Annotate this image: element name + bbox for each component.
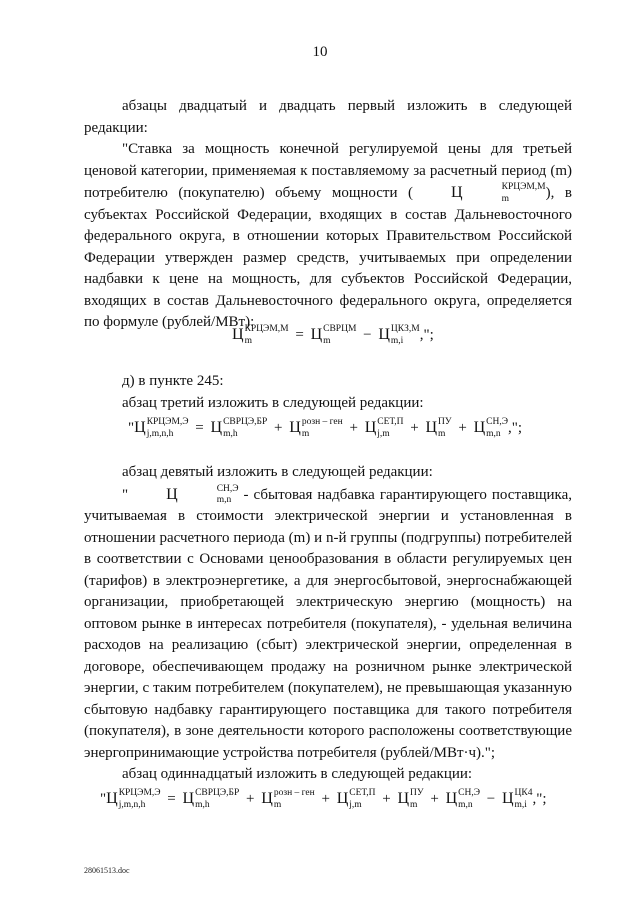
text-block-1 (84, 96, 572, 334)
text-block-2 (84, 371, 572, 414)
inline-symbol-sub: m (501, 193, 509, 204)
inline-symbol: Ц КРЦЭМ,М m (451, 182, 546, 204)
inline-symbol-sup: КРЦЭМ,М (501, 182, 546, 193)
sbyt-symbol: Ц СН,Э m,n (166, 483, 239, 506)
paragraph-definition-end: ), в субъектах Российской Федерации, входящих в состав Дальневосточного федерального округа, в отношении которых Правительством Российской Федерации утвержден размер средств, учитываемых при определении надбавки к цене на мощность, для субъектов Российской Федерации, входящих в состав Дальневосточного федерального округа, определяется по формуле (рублей/МВт): (84, 185, 572, 330)
text-block-3 (84, 462, 572, 786)
formula-1: Ц КРЦЭМ,М m = Ц СВРЦМ m − Ц ЦКЗ,М m,i ,"; (232, 324, 434, 346)
paragraph-abzac-3: абзац третий изложить в следующей редакции: (122, 394, 424, 411)
paragraph-abzac-11: абзац одиннадцатый изложить в следующей редакции: (122, 766, 473, 782)
formula-3: "Ц КРЦЭМ,Э j,m,n,h = Ц СВРЦЭ,БР m,h + Ц розн – ген m + Ц СЕТ,П j,m + Ц ПУ m + Ц СН,Э m,n − Ц ЦК4 m,i ,"; (100, 788, 547, 810)
paragraph-intro: абзацы двадцатый и двадцать первый изложить в следующей редакции: (84, 98, 572, 136)
paragraph-definition-start: "Ставка за мощность конечной регулируемой цены для третьей ценовой категории, применяемая к поставляемому за расчетный период (m) потребителю (покупателю) объему мощности ( (84, 141, 572, 201)
paragraph-point-245: д) в пункте 245: (122, 373, 224, 389)
paragraph-abzac-9: абзац девятый изложить в следующей редакции: (122, 464, 433, 480)
paragraph-definition (84, 139, 572, 334)
page-number: 10 (312, 44, 328, 60)
formula-2: "Ц КРЦЭМ,Э j,m,n,h = Ц СВРЦЭ,БР m,h + Ц розн – ген m + Ц СЕТ,П j,m + Ц ПУ m + Ц СН,Э m,n ,"; (128, 417, 523, 439)
footer-filename: 28061513.doc (84, 866, 130, 875)
paragraph-sbyt-definition: " Ц СН,Э m,n - сбытовая надбавка гарантирующего поставщика, учитываемая в стоимости электрической энергии и установленная в отношении расчетного периода (m) и n-й группы (подгруппы) потребителей в соответствии с Основами ценообразования в области регулируемых цен (тарифов) в электроэнергетике, а для энергосбытовой, энергоснабжающей организации, приобретающей электрическую энергию (мощность) на оптовом рынке в интересах потребителя (покупателя), - удельная величина расходов на реализацию (сбыт) электрической энергии, определенная в договоре, обеспечивающем продажу на розничном рынке электрической энергии, с таким потребителем (покупателем), не превышающая указанную сбытовую надбавку гарантирующего поставщика для такого потребителя (покупателя), в зоне деятельности которого расположены соответствующие энергопринимающие устройства потребителя (рублей/МВт·ч)."; (84, 483, 572, 761)
